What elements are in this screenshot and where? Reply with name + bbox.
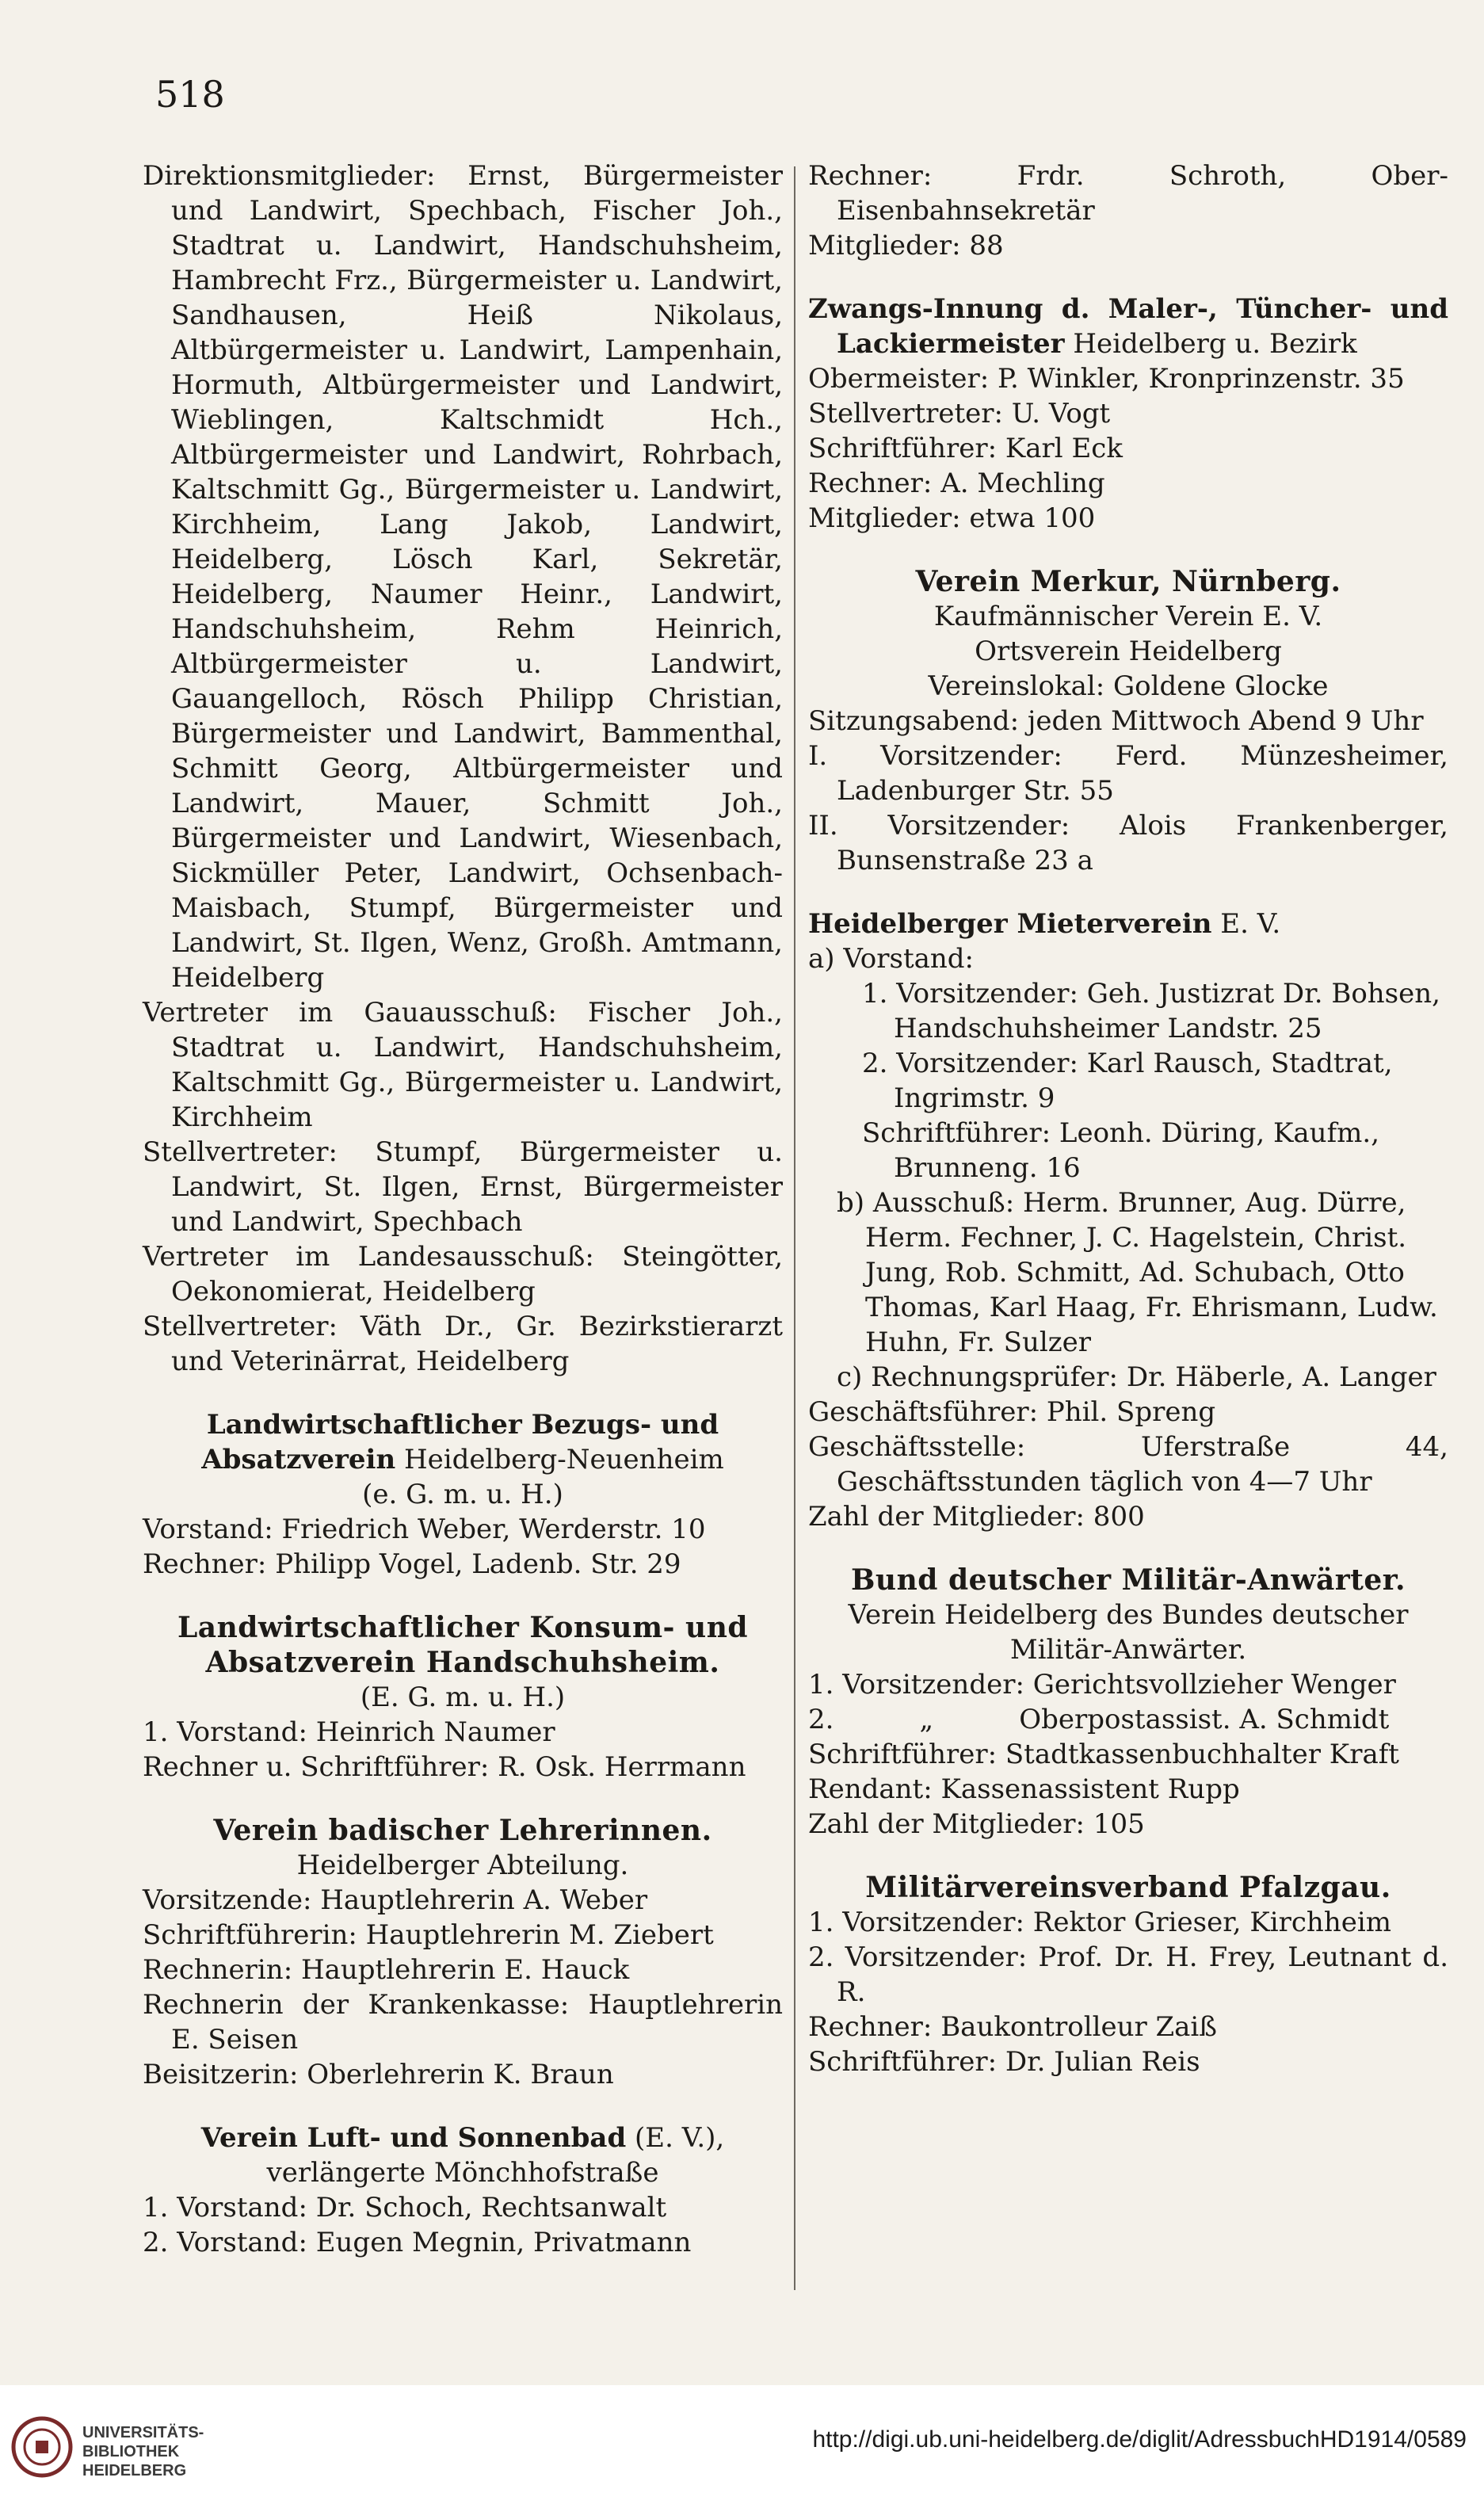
entry-line: Obermeister: P. Winkler, Kronprinzenstr. 35 bbox=[808, 363, 1405, 395]
section-subtitle: verlängerte Mönchhofstraße bbox=[266, 2157, 659, 2189]
page-number: 518 bbox=[155, 73, 225, 116]
entry-line: Mitglieder: etwa 100 bbox=[808, 502, 1096, 534]
entry-line: Stellvertreter: U. Vogt bbox=[808, 398, 1111, 429]
heading-bold: Zwangs-Innung d. Maler-, Tüncher- und Lackiermeister bbox=[808, 293, 1448, 360]
entry-line: Rechner: A. Mechling bbox=[808, 468, 1105, 499]
section-heading bbox=[143, 2121, 783, 2155]
centered-line: Ortsverein Heidelberg bbox=[975, 636, 1282, 667]
heading-rest: Heidelberg u. Bezirk bbox=[1064, 328, 1357, 360]
section-maler-innung bbox=[808, 292, 1448, 536]
deputy-entry: Stellvertreter: Stumpf, Bürgermeister u. Landwirt, St. Ilgen, Ernst, Bürgermeister und Landwirt, Spechbach bbox=[143, 1136, 783, 1238]
entry-line: Rechner: Baukontrolleur Zaiß bbox=[808, 2011, 1218, 2043]
entry-line: Vorstand: Friedrich Weber, Werderstr. 10 bbox=[143, 1514, 706, 1545]
auditors-entry: c) Rechnungsprüfer: Dr. Häberle, A. Langer bbox=[837, 1361, 1436, 1393]
section-pfalzgau bbox=[808, 1870, 1448, 2079]
section-heading: Militärvereinsverband Pfalzgau. bbox=[865, 1871, 1391, 1904]
section-heading: Bund deutscher Militär-Anwärter. bbox=[851, 1563, 1406, 1597]
section-subtitle: Verein Heidelberg des Bundes deutscher Militär-Anwärter. bbox=[848, 1599, 1409, 1666]
section-militaer-anwaerter bbox=[808, 1563, 1448, 1842]
state-committee-entry: Vertreter im Landesausschuß: Steingötter, Oekonomierat, Heidelberg bbox=[143, 1241, 783, 1307]
entry-line: Rechnerin der Krankenkasse: Hauptlehrerin E. Seisen bbox=[143, 1989, 783, 2056]
heading-bold: Landwirtschaftlicher Bezugs- und Absatzverein bbox=[201, 1409, 719, 1475]
section-heading: Landwirtschaftlicher Konsum- und Absatzverein Handschuhsheim. bbox=[177, 1611, 749, 1679]
entry-line: Rechner u. Schriftführer: R. Osk. Herrmann bbox=[143, 1751, 746, 1783]
heading-bold: Verein Luft- und Sonnenbad bbox=[200, 2122, 627, 2154]
board-member: 2. Vorsitzender: Karl Rausch, Stadtrat, Ingrimstr. 9 bbox=[862, 1048, 1393, 1114]
section-subtitle: Heidelberger Abteilung. bbox=[296, 1850, 629, 1881]
entry-line: Rendant: Kassenassistent Rupp bbox=[808, 1773, 1240, 1805]
heading-rest: Heidelberg-Neuenheim bbox=[395, 1444, 724, 1475]
entry-line: Mitglieder: 88 bbox=[808, 230, 1004, 261]
library-footer bbox=[0, 2385, 1484, 2508]
entry-line: Zahl der Mitglieder: 800 bbox=[808, 1501, 1145, 1533]
entry-line: 2. Vorsitzender: Prof. Dr. H. Frey, Leutnant d. R. bbox=[808, 1941, 1448, 2008]
left-column bbox=[143, 158, 783, 2260]
entry-line: 2. „ Oberpostassist. A. Schmidt bbox=[808, 1704, 1390, 1735]
entry-line: 1. Vorstand: Heinrich Naumer bbox=[143, 1716, 555, 1748]
section-heading bbox=[808, 292, 1448, 361]
deputy-entry-2: Stellvertreter: Väth Dr., Gr. Bezirkstierarzt und Veterinärrat, Heidelberg bbox=[143, 1311, 783, 1377]
directors-entry: Direktionsmitglieder: Ernst, Bürgermeister und Landwirt, Spechbach, Fischer Joh., Stadtrat u. Landwirt, Handschuhsheim, Hambrecht Frz., Bürgermeister u. Landwirt, Sandhausen, Heiß Nikolaus, Altbürgermeister u. Landwirt, Lampenhain, Hormuth, Altbürgermeister und Landwirt, Wieblingen, Kaltschmidt Hch., Altbürgermeister und Landwirt, Rohrbach, Kaltschmitt Gg., Bürgermeister u. Landwirt, Kirchheim, Lang Jakob, Landwirt, Heidelberg, Lösch Karl, Sekretär, Heidelberg, Naumer Heinr., Landwirt, Handschuhsheim, Rehm Heinrich, Altbürgermeister u. Landwirt, Gauangelloch, Rösch Philipp Christian, Bürgermeister und Landwirt, Bammenthal, Schmitt Georg, Altbürgermeister und Landwirt, Mauer, Schmitt Joh., Bürgermeister und Landwirt, Wiesenbach, Sickmüller Peter, Landwirt, Ochsenbach-Maisbach, Stumpf, Bürgermeister und Landwirt, St. Ilgen, Wenz, Großh. Amtmann, Heidelberg bbox=[143, 160, 783, 994]
logo-line: UNIVERSITÄTS- bbox=[82, 2424, 204, 2441]
section-sonnenbad bbox=[143, 2121, 783, 2260]
board-member: Schriftführer: Leonh. Düring, Kaufm., Brunneng. 16 bbox=[862, 1117, 1380, 1184]
entry-line: Vorsitzende: Hauptlehrerin A. Weber bbox=[143, 1884, 648, 1916]
entry-line: Zahl der Mitglieder: 105 bbox=[808, 1808, 1145, 1840]
heading-rest: (E. V.), bbox=[626, 2122, 725, 2154]
section-lehrerinnen bbox=[143, 1813, 783, 2092]
heading-bold: Heidelberger Mieterverein bbox=[808, 908, 1212, 940]
centered-line: Vereinslokal: Goldene Glocke bbox=[928, 670, 1329, 702]
source-url-link[interactable]: http://digi.ub.uni-heidelberg.de/diglit/AdressbuchHD1914/0589 bbox=[812, 2426, 1467, 2453]
centered-line: Kaufmännischer Verein E. V. bbox=[933, 601, 1323, 632]
entry-line: Schriftführer: Stadtkassenbuchhalter Kraft bbox=[808, 1739, 1399, 1770]
logo-line: HEIDELBERG bbox=[82, 2462, 187, 2479]
right-column bbox=[808, 158, 1448, 2079]
entry-line: 1. Vorstand: Dr. Schoch, Rechtsanwalt bbox=[143, 2192, 667, 2224]
section-subtitle: (e. G. m. u. H.) bbox=[362, 1479, 563, 1510]
section-subtitle: (E. G. m. u. H.) bbox=[360, 1682, 566, 1713]
board-member: 1. Vorsitzender: Geh. Justizrat Dr. Bohsen, Handschuhsheimer Landstr. 25 bbox=[862, 978, 1440, 1044]
entry-line: Rechner: Philipp Vogel, Ladenb. Str. 29 bbox=[143, 1548, 681, 1580]
entry-line: 1. Vorsitzender: Gerichtsvollzieher Wenger bbox=[808, 1669, 1396, 1701]
column-divider bbox=[794, 166, 795, 2290]
entry-line: Beisitzerin: Oberlehrerin K. Braun bbox=[143, 2059, 614, 2090]
entry-line: Schriftführer: Dr. Julian Reis bbox=[808, 2046, 1200, 2078]
entry-line: Schriftführer: Karl Eck bbox=[808, 433, 1123, 464]
section-heading: Verein badischer Lehrerinnen. bbox=[213, 1814, 712, 1847]
entry-line: 2. Vorstand: Eugen Megnin, Privatmann bbox=[143, 2227, 692, 2258]
library-seal-icon bbox=[10, 2407, 74, 2487]
entry-line: Rechner: Frdr. Schroth, Ober-Eisenbahnsekretär bbox=[808, 160, 1448, 227]
subsection-label: a) Vorstand: bbox=[808, 943, 974, 975]
entry-line: Rechnerin: Hauptlehrerin E. Hauck bbox=[143, 1954, 630, 1986]
entry-line: 1. Vorsitzender: Rektor Grieser, Kirchheim bbox=[808, 1907, 1391, 1938]
gau-committee-entry: Vertreter im Gauausschuß: Fischer Joh., Stadtrat u. Landwirt, Handschuhsheim, Kaltschmitt Gg., Bürgermeister u. Landwirt, Kirchheim bbox=[143, 997, 783, 1133]
entry-line: Schriftführerin: Hauptlehrerin M. Ziebert bbox=[143, 1919, 714, 1951]
section-konsumverein bbox=[143, 1610, 783, 1785]
section-merkur bbox=[808, 564, 1448, 878]
committee-entry: b) Ausschuß: Herm. Brunner, Aug. Dürre, Herm. Fechner, J. C. Hagelstein, Christ. Jung, Rob. Schmitt, Ad. Schubach, Otto Thomas, Karl Haag, Fr. Ehrismann, Ludw. Huhn, Fr. Sulzer bbox=[837, 1187, 1438, 1358]
entry-line: Sitzungsabend: jeden Mittwoch Abend 9 Uhr bbox=[808, 705, 1424, 737]
entry-line: I. Vorsitzender: Ferd. Münzesheimer, Ladenburger Str. 55 bbox=[808, 740, 1448, 807]
section-mieterverein bbox=[808, 907, 1448, 1534]
section-bezugsverein bbox=[143, 1407, 783, 1582]
entry-line: Geschäftsstelle: Uferstraße 44, Geschäftsstunden täglich von 4—7 Uhr bbox=[808, 1431, 1448, 1498]
section-heading: Verein Merkur, Nürnberg. bbox=[915, 565, 1341, 598]
section-heading bbox=[808, 907, 1448, 941]
logo-line: BIBLIOTHEK bbox=[82, 2443, 180, 2460]
entry-line: Geschäftsführer: Phil. Spreng bbox=[808, 1396, 1216, 1428]
entry-line: II. Vorsitzender: Alois Frankenberger, Bunsenstraße 23 a bbox=[808, 810, 1448, 876]
heading-rest: E. V. bbox=[1211, 908, 1281, 940]
section-heading bbox=[143, 1407, 783, 1477]
